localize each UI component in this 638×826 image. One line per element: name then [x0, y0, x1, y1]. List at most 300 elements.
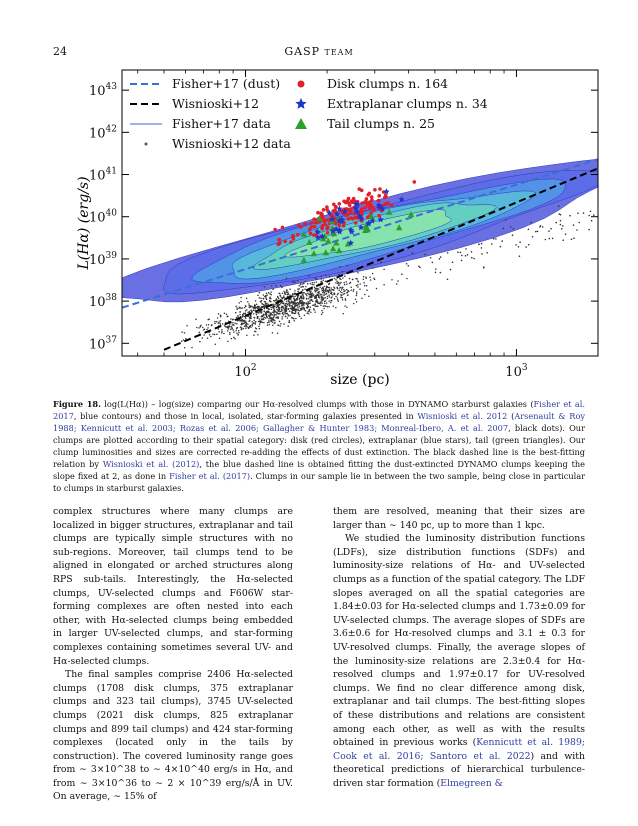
disk-clump-point [386, 201, 390, 205]
wisnioski-point [202, 337, 204, 339]
wisnioski-point [289, 310, 291, 312]
wisnioski-point [292, 318, 294, 320]
wisnioski-point [278, 298, 280, 300]
wisnioski-point [247, 301, 249, 303]
wisnioski-point [361, 298, 363, 300]
caption-text-3: ( [507, 411, 515, 421]
wisnioski-point [321, 297, 323, 299]
fisher-dust-line [122, 159, 598, 307]
wisnioski-point [236, 317, 238, 319]
wisnioski-point [314, 282, 316, 284]
wisnioski-point [432, 262, 434, 264]
wisnioski-point [271, 285, 273, 287]
wisnioski-point [244, 316, 246, 318]
disk-clump-point [377, 199, 381, 203]
disk-clump-point [313, 225, 317, 229]
wisnioski-point [265, 303, 267, 305]
wisnioski-point [254, 305, 256, 307]
wisnioski-point [560, 220, 562, 222]
wisnioski-point [364, 294, 366, 296]
wisnioski-point [252, 323, 254, 325]
disk-clump-point [358, 187, 362, 191]
wisnioski-point [283, 309, 285, 311]
wisnioski-point [330, 287, 332, 289]
caption-citation-3[interactable]: Arsenault & Roy 1988; Kennicutt et al. 2003; Rozas et al. 2006; Gallagher & Hunter 1983; Monreal-Ibero, A. et al. 2007 [53, 411, 586, 433]
wisnioski-point [297, 280, 299, 282]
disk-clump-point [303, 222, 307, 226]
wisnioski-point [284, 310, 286, 312]
wisnioski-point [245, 327, 247, 329]
wisnioski-point [240, 307, 242, 309]
wisnioski-point [289, 305, 291, 307]
wisnioski-point [294, 296, 296, 298]
wisnioski-point [208, 324, 210, 326]
wisnioski-point [251, 311, 253, 313]
wisnioski-point [288, 308, 290, 310]
wisnioski-point [245, 305, 247, 307]
wisnioski-point [576, 229, 578, 231]
wisnioski-point [338, 300, 340, 302]
wisnioski-point [317, 302, 319, 304]
wisnioski-point [337, 283, 339, 285]
wisnioski-point [252, 325, 254, 327]
right-column [333, 505, 585, 790]
wisnioski-point [293, 320, 295, 322]
disk-clump-point [325, 227, 329, 231]
disk-clump-point [378, 187, 382, 191]
wisnioski-point [323, 308, 325, 310]
wisnioski-point [265, 317, 267, 319]
wisnioski-point [314, 288, 316, 290]
wisnioski-point [328, 294, 330, 296]
wisnioski-point [241, 319, 243, 321]
wisnioski-point [424, 254, 426, 256]
wisnioski-point [555, 222, 557, 224]
wisnioski-point [246, 335, 248, 337]
wisnioski-point [327, 306, 329, 308]
wisnioski-point [275, 314, 277, 316]
wisnioski-point [255, 300, 257, 302]
wisnioski-point [312, 292, 314, 294]
wisnioski-point [310, 299, 312, 301]
wisnioski-point [281, 307, 283, 309]
wisnioski-point [260, 301, 262, 303]
wisnioski-point [247, 312, 249, 314]
disk-clump-point [296, 233, 300, 237]
wisnioski-point [363, 279, 365, 281]
page-number: 24 [53, 45, 67, 58]
wisnioski-point [569, 215, 571, 217]
wisnioski-point [323, 298, 325, 300]
wisnioski-point [590, 211, 592, 213]
wisnioski-point [300, 283, 302, 285]
wisnioski-point [320, 294, 322, 296]
wisnioski-point [294, 303, 296, 305]
x-tick-label: $10^3$ [505, 363, 528, 380]
wisnioski-point [305, 286, 307, 288]
wisnioski-point [271, 320, 273, 322]
wisnioski-point [281, 286, 283, 288]
wisnioski-point [282, 298, 284, 300]
wisnioski-point [313, 294, 315, 296]
wisnioski-point [467, 254, 469, 256]
wisnioski-point [279, 313, 281, 315]
wisnioski-point [578, 222, 580, 224]
wisnioski-point [317, 289, 319, 291]
wisnioski-point [251, 321, 253, 323]
wisnioski-point [292, 281, 294, 283]
wisnioski-point [272, 303, 274, 305]
wisnioski-point [267, 324, 269, 326]
wisnioski-point [254, 317, 256, 319]
wisnioski-point [297, 291, 299, 293]
wisnioski-point [310, 290, 312, 292]
wisnioski-point [302, 308, 304, 310]
wisnioski-point [304, 288, 306, 290]
caption-text-2: , blue contours) and those in local, isolated, star-forming galaxies presented in [73, 411, 418, 421]
wisnioski-point [286, 306, 288, 308]
wisnioski-point [356, 278, 358, 280]
wisnioski-point [255, 321, 257, 323]
wisnioski-point [273, 311, 275, 313]
wisnioski-point [323, 295, 325, 297]
wisnioski-point [588, 229, 590, 231]
wisnioski-point [294, 290, 296, 292]
wisnioski-point [333, 286, 335, 288]
wisnioski-point [272, 325, 274, 327]
wisnioski-point [200, 324, 202, 326]
wisnioski-point [310, 283, 312, 285]
wisnioski-point [325, 300, 327, 302]
wisnioski-point [207, 327, 209, 329]
disk-clump-point [277, 238, 281, 242]
y-tick-label: $10^{43}$ [89, 82, 117, 100]
wisnioski-point [323, 289, 325, 291]
disk-clump-point [322, 208, 326, 212]
wisnioski-point [279, 293, 281, 295]
wisnioski-point [261, 316, 263, 318]
wisnioski-point [242, 316, 244, 318]
wisnioski-point [335, 307, 337, 309]
wisnioski-point [269, 324, 271, 326]
wisnioski-point [271, 318, 273, 320]
disk-clump-point [364, 200, 368, 204]
wisnioski-point [307, 307, 309, 309]
wisnioski-point [364, 285, 366, 287]
wisnioski-point [272, 332, 274, 334]
disk-clump-point [283, 240, 287, 244]
wisnioski-point [314, 290, 316, 292]
wisnioski-point [545, 239, 547, 241]
wisnioski-point [267, 322, 269, 324]
wisnioski-point [315, 304, 317, 306]
wisnioski-point [305, 310, 307, 312]
wisnioski-point [300, 308, 302, 310]
wisnioski-point [321, 310, 323, 312]
wisnioski-point [258, 321, 260, 323]
wisnioski-point [203, 334, 205, 336]
wisnioski-point [341, 289, 343, 291]
y-tick-label: $10^{41}$ [89, 166, 117, 184]
wisnioski-point [323, 299, 325, 301]
wisnioski-point [316, 293, 318, 295]
wisnioski-point [374, 279, 376, 281]
wisnioski-point [212, 334, 214, 336]
legend-label: Fisher+17 (dust) [172, 76, 281, 91]
wisnioski-point [184, 347, 186, 349]
wisnioski-point [340, 297, 342, 299]
caption-citation-2[interactable]: Wisnioski et al. 2012 [417, 411, 508, 421]
wisnioski-point [199, 331, 201, 333]
wisnioski-point [220, 320, 222, 322]
wisnioski-point [256, 303, 258, 305]
wisnioski-point [284, 292, 286, 294]
right-paragraph-1: them are resolved, meaning that their sizes are larger than ∼ 140 pc, up to more than 1 kpc. [333, 506, 585, 531]
wisnioski-point [319, 286, 321, 288]
wisnioski-point [430, 257, 432, 259]
wisnioski-point [340, 294, 342, 296]
wisnioski-point [347, 290, 349, 292]
disk-clump-point [347, 197, 351, 201]
wisnioski-point [333, 289, 335, 291]
wisnioski-point [262, 319, 264, 321]
wisnioski-point [307, 301, 309, 303]
wisnioski-point [293, 296, 295, 298]
wisnioski-point [298, 314, 300, 316]
disk-clump-point [348, 204, 352, 208]
wisnioski-point [577, 212, 579, 214]
y-axis-label: L(Hα) (erg/s) [76, 176, 92, 270]
wisnioski-point [270, 313, 272, 315]
wisnioski-point [461, 260, 463, 262]
wisnioski-point [321, 290, 323, 292]
wisnioski-point [296, 303, 298, 305]
wisnioski-point [321, 278, 323, 280]
wisnioski-point [313, 284, 315, 286]
wisnioski-point [593, 214, 595, 216]
wisnioski-point [287, 317, 289, 319]
wisnioski-point [303, 297, 305, 299]
wisnioski-point [216, 321, 218, 323]
wisnioski-point [304, 314, 306, 316]
wisnioski-point [255, 308, 257, 310]
wisnioski-point [279, 295, 281, 297]
wisnioski-point [221, 331, 223, 333]
wisnioski-point [270, 291, 272, 293]
wisnioski-point [291, 312, 293, 314]
wisnioski-point [319, 303, 321, 305]
wisnioski-point [274, 322, 276, 324]
wisnioski-point [243, 313, 245, 315]
y-tick-label: $10^{37}$ [89, 335, 117, 353]
wisnioski-point [452, 261, 454, 263]
wisnioski-point [233, 337, 235, 339]
wisnioski-point [232, 318, 234, 320]
wisnioski-point [258, 326, 260, 328]
wisnioski-point [259, 324, 261, 326]
wisnioski-point [512, 234, 514, 236]
disk-clump-point [366, 193, 370, 197]
wisnioski-point [312, 305, 314, 307]
wisnioski-point [561, 228, 563, 230]
wisnioski-point [265, 298, 267, 300]
wisnioski-point [478, 244, 480, 246]
wisnioski-point [244, 325, 246, 327]
wisnioski-point [299, 301, 301, 303]
wisnioski-point [331, 296, 333, 298]
wisnioski-point [280, 323, 282, 325]
wisnioski-point [518, 246, 520, 248]
wisnioski-point [236, 332, 238, 334]
wisnioski-point [231, 338, 233, 340]
legend-item [130, 96, 259, 111]
wisnioski-point [321, 288, 323, 290]
wisnioski-point [286, 289, 288, 291]
caption-citation-4[interactable]: Wisnioski et al. (2012) [102, 459, 200, 469]
wisnioski-point [211, 324, 213, 326]
right-citation-2[interactable]: Elmegreen & [440, 777, 503, 789]
wisnioski-point [245, 322, 247, 324]
wisnioski-point [303, 302, 305, 304]
wisnioski-point [266, 311, 268, 313]
wisnioski-point [357, 284, 359, 286]
wisnioski-point [528, 229, 530, 231]
wisnioski-point [253, 334, 255, 336]
legend-item [295, 96, 487, 111]
wisnioski-point [571, 239, 573, 241]
wisnioski-point [244, 320, 246, 322]
disk-clump-point [309, 232, 313, 236]
wisnioski-point [330, 289, 332, 291]
wisnioski-point [300, 317, 302, 319]
wisnioski-point [439, 258, 441, 260]
wisnioski-point [282, 306, 284, 308]
caption-citation-5[interactable]: Fisher et al. (2017) [169, 471, 251, 481]
wisnioski-point [343, 291, 345, 293]
wisnioski-point [198, 327, 200, 329]
wisnioski-point [356, 295, 358, 297]
wisnioski-point [338, 274, 340, 276]
wisnioski-point [287, 325, 289, 327]
wisnioski-point [457, 251, 459, 253]
wisnioski-point [312, 282, 314, 284]
wisnioski-point [284, 307, 286, 309]
wisnioski-point [247, 326, 249, 328]
wisnioski-point [236, 308, 238, 310]
wisnioski-point [327, 296, 329, 298]
wisnioski-point [261, 300, 263, 302]
wisnioski-point [250, 305, 252, 307]
wisnioski-point [202, 327, 204, 329]
wisnioski-point [238, 332, 240, 334]
wisnioski-point [342, 294, 344, 296]
wisnioski-point [336, 280, 338, 282]
wisnioski-point [380, 261, 382, 263]
wisnioski-point [370, 279, 372, 281]
wisnioski-point [447, 279, 449, 281]
right-citation-1[interactable]: Kennicutt et al. 1989; Cook et al. 2016; Santoro et al. 2022 [333, 737, 585, 762]
wisnioski-point [314, 297, 316, 299]
wisnioski-point [440, 272, 442, 274]
wisnioski-point [289, 288, 291, 290]
wisnioski-point [297, 299, 299, 301]
disk-clump-point [360, 201, 364, 205]
wisnioski-point [183, 339, 185, 341]
wisnioski-point [331, 292, 333, 294]
wisnioski-point [325, 289, 327, 291]
caption-label: Figure 18. [53, 399, 101, 409]
wisnioski-point [240, 311, 242, 313]
wisnioski-point [245, 320, 247, 322]
wisnioski-point [298, 303, 300, 305]
wisnioski-point [262, 303, 264, 305]
disk-clump-point [348, 211, 352, 215]
wisnioski-point [573, 237, 575, 239]
wisnioski-point [347, 292, 349, 294]
wisnioski-point [408, 265, 410, 267]
wisnioski-point [461, 255, 463, 257]
disk-clump-point [342, 224, 346, 228]
disk-clump-point [273, 228, 277, 232]
wisnioski-point [313, 308, 315, 310]
disk-clump-point [373, 188, 377, 192]
wisnioski-point [294, 301, 296, 303]
wisnioski-point [233, 324, 235, 326]
wisnioski-point [227, 341, 229, 343]
wisnioski-point [263, 298, 265, 300]
wisnioski-point [322, 292, 324, 294]
wisnioski-point [288, 300, 290, 302]
wisnioski-point [274, 303, 276, 305]
wisnioski-point [343, 289, 345, 291]
wisnioski-point [340, 282, 342, 284]
wisnioski-point [289, 315, 291, 317]
wisnioski-point [328, 287, 330, 289]
wisnioski-point [282, 311, 284, 313]
wisnioski-point [248, 305, 250, 307]
wisnioski-point [226, 313, 228, 315]
legend-label: Disk clumps n. 164 [327, 76, 449, 91]
wisnioski-point [269, 296, 271, 298]
wisnioski-point [266, 315, 268, 317]
wisnioski-point [206, 329, 208, 331]
wisnioski-point [300, 296, 302, 298]
wisnioski-point [310, 311, 312, 313]
legend-label: Fisher+17 data [172, 116, 271, 131]
wisnioski-point [184, 332, 186, 334]
wisnioski-point [267, 304, 269, 306]
wisnioski-point [276, 300, 278, 302]
wisnioski-point [289, 303, 291, 305]
wisnioski-point [302, 304, 304, 306]
wisnioski-point [285, 293, 287, 295]
wisnioski-point [253, 320, 255, 322]
wisnioski-point [208, 318, 210, 320]
wisnioski-point [300, 284, 302, 286]
wisnioski-point [342, 299, 344, 301]
wisnioski-point [473, 258, 475, 260]
wisnioski-point [283, 295, 285, 297]
caption-citation-1[interactable]: Fisher et al. 2017 [53, 399, 585, 421]
caption-text-4: , black dots). Our clumps are plotted according to their spatial category: disk (red circles), extraplanar (blue stars), tail (green triangles). Our clump luminosities and sizes are corrected re-adding the effects of dust extinction. The black dashed line is the best-fitting relation by [53, 423, 585, 469]
wisnioski-point [271, 308, 273, 310]
wisnioski-point [314, 311, 316, 313]
disk-clump-point [383, 196, 387, 200]
wisnioski-point [311, 284, 313, 286]
wisnioski-point [307, 304, 309, 306]
wisnioski-point [266, 293, 268, 295]
wisnioski-point [501, 240, 503, 242]
